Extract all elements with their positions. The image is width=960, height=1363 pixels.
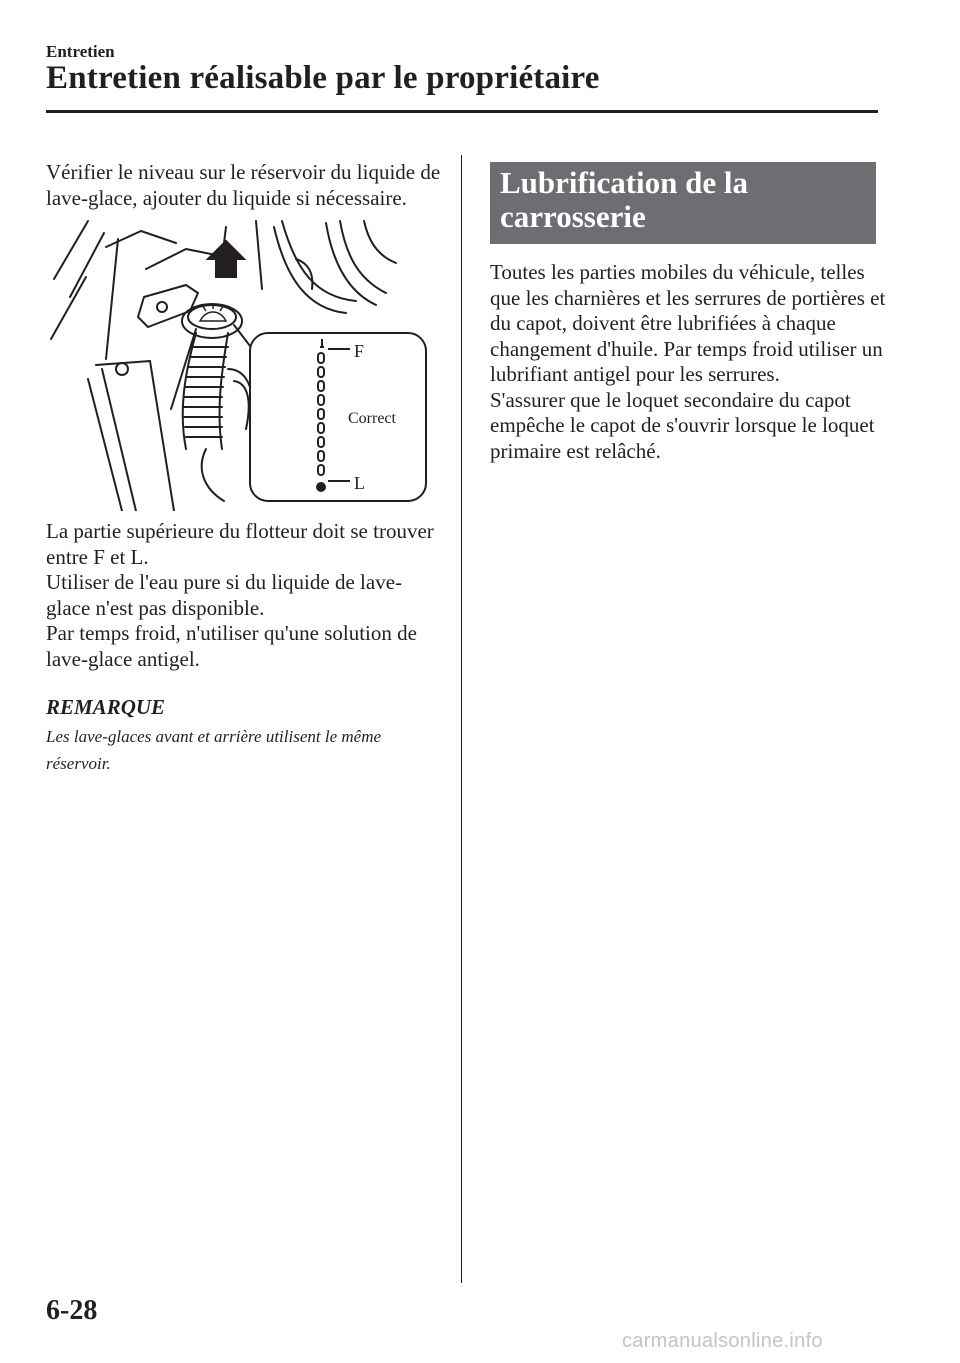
section-heading: Lubrification de la carrosserie	[500, 165, 749, 234]
lubrication-paragraph: Toutes les parties mobiles du véhicule, telles que les charnières et les serrures de portières et du capot, doivent être lubrifiées à chaque changement d'huile. Par temps froid utiliser un lubrifiant antigel pour les serrures.	[490, 260, 886, 386]
page-number: 6-28	[46, 1295, 98, 1326]
washer-reservoir-illustration	[46, 219, 436, 511]
gauge-label-full: F	[354, 341, 365, 361]
latch-paragraph: S'assurer que le loquet secondaire du capot empêche le capot de s'ouvrir lorsque le loquet primaire est relâché.	[490, 387, 875, 463]
title-rule	[46, 110, 878, 113]
up-arrow-icon	[208, 241, 244, 277]
gauge-label-low: L	[354, 473, 365, 493]
reservoir-drawing	[46, 219, 436, 511]
gauge-label-correct: Correct	[348, 410, 396, 427]
antifreeze-paragraph: Par temps froid, n'utiliser qu'une solution de lave-glace antigel.	[46, 621, 417, 671]
column-divider	[461, 155, 462, 1283]
watermark: carmanualsonline.info	[622, 1330, 823, 1352]
intro-paragraph: Vérifier le niveau sur le réservoir du liquide de lave-glace, ajouter du liquide si nécessaire.	[46, 160, 441, 210]
note-body: Les lave-glaces avant et arrière utilisent le même réservoir.	[46, 727, 382, 773]
right-column	[490, 162, 890, 464]
left-column	[46, 160, 446, 777]
float-paragraph: La partie supérieure du flotteur doit se trouver entre F et L.	[46, 519, 434, 569]
water-paragraph: Utiliser de l'eau pure si du liquide de lave-glace n'est pas disponible.	[46, 570, 403, 620]
page-title: Entretien réalisable par le propriétaire	[46, 60, 600, 96]
section-heading-box	[490, 162, 876, 244]
section-label: Entretien	[46, 42, 115, 61]
note-title: REMARQUE	[46, 695, 166, 719]
